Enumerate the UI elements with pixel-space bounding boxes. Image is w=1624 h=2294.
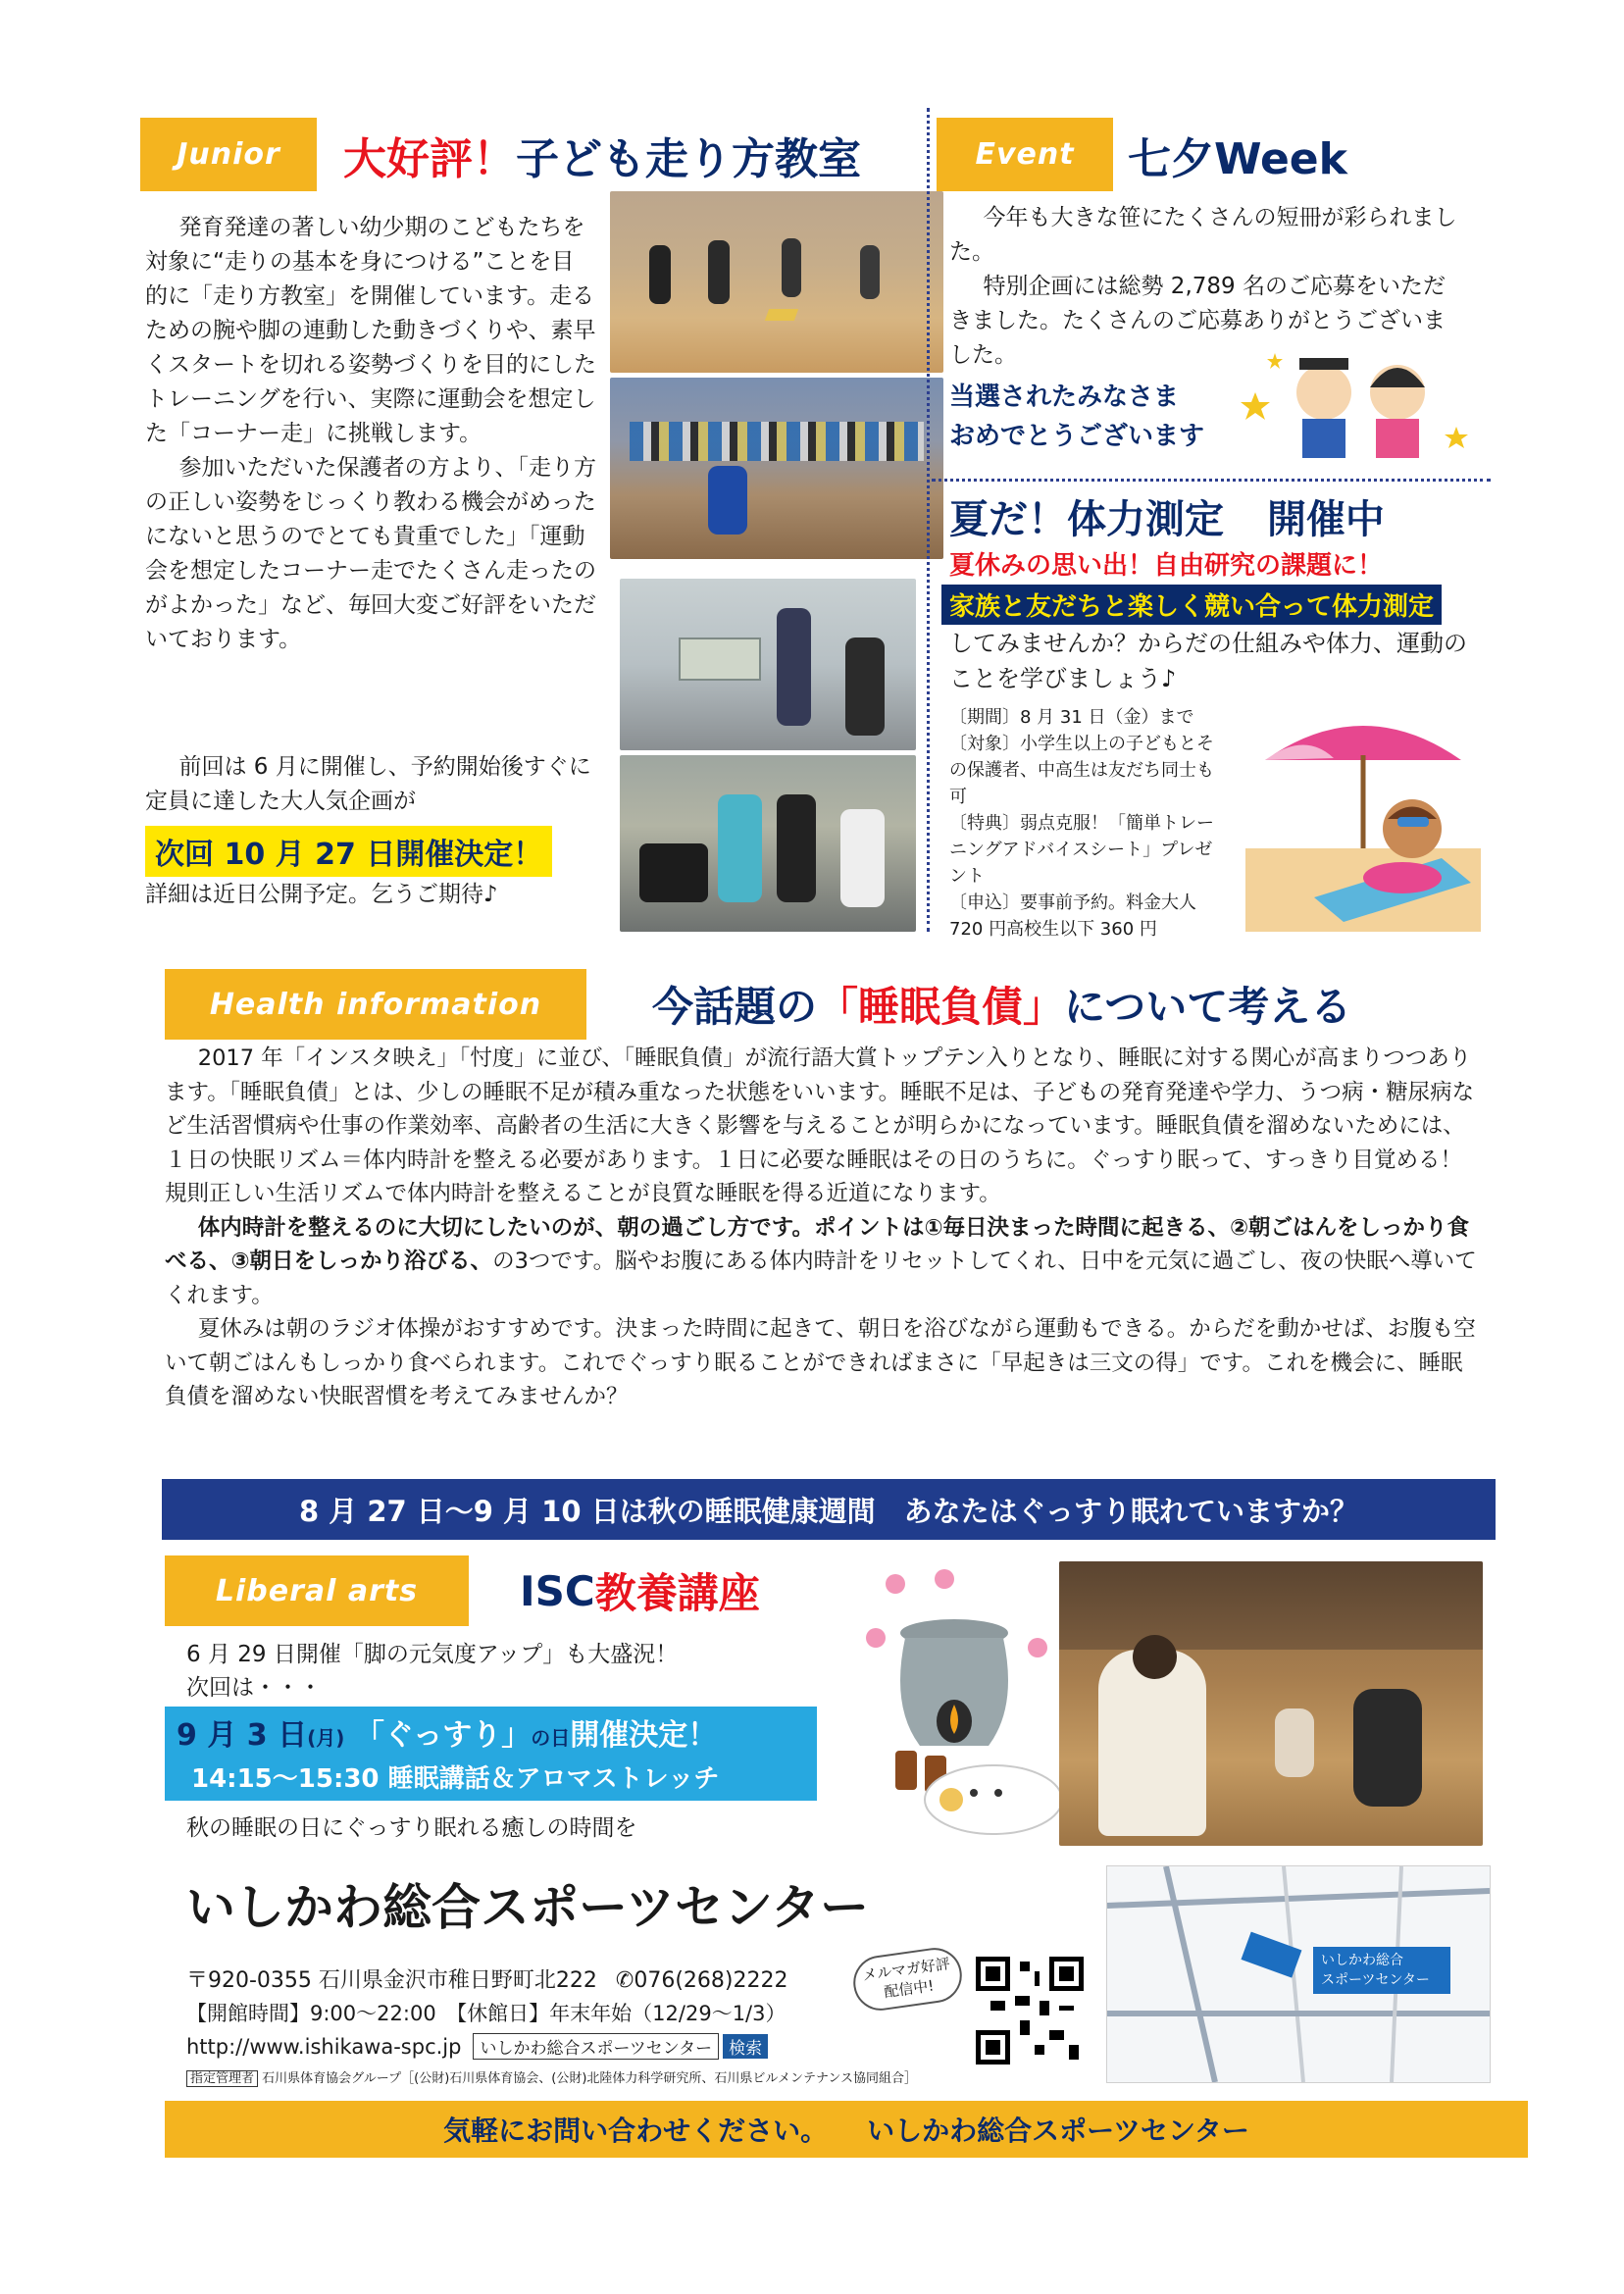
event-tag: Event — [937, 118, 1113, 191]
fitness-photo-2 — [620, 755, 916, 932]
footer-hours: 【開館時間】9:00～22:00 【休館日】年末年始（12/29～1/3） — [186, 2002, 787, 2025]
contact-band — [165, 2101, 1528, 2158]
footer-url[interactable]: http://www.ishikawa-spc.jp — [186, 2034, 462, 2059]
junior-details: 詳細は近日公開予定。乞うご期待♪ — [145, 882, 498, 907]
health-p3: 夏休みは朝のラジオ体操がおすすめです。決まった時間に起きて、朝日を浴びながら運動もできる。からだを動かせば、お腹も空いて朝ごはんもしっかり食べられます。これでぐっすり眠ることができればまさに「早起きは三文の得」です。これを機会に、睡眠負債を溜めない快眠習慣を考えてみませんか？ — [165, 1316, 1476, 1409]
footer-name: いしかわ総合スポーツセンター — [186, 1879, 869, 1936]
vertical-divider — [927, 108, 930, 932]
fitness-desc: してみませんか？からだの仕組みや体力、運動のことを学びましょう♪ — [949, 630, 1467, 692]
event-line1: 今年も大きな笹にたくさんの短冊が彩られました。 — [949, 205, 1457, 265]
footer-url-line — [186, 2033, 768, 2060]
liberal-closing: 秋の睡眠の日にぐっすり眠れる癒しの時間を — [186, 1815, 637, 1841]
health-p2-rest: の3つです。脳やお腹にある体内時計をリセットしてくれ、日中を元気に過ごし、夜の快眠へ導いてくれます。 — [165, 1249, 1477, 1308]
health-title-red: 「睡眠負債」 — [817, 983, 1065, 1031]
junior-title — [343, 118, 861, 191]
map-label — [1321, 1951, 1430, 1990]
event-congrats2: おめでとうございます — [949, 422, 1205, 451]
junior-next-date: 次回 10 月 27 日開催決定！ — [145, 826, 552, 877]
footer-search-box[interactable]: いしかわ総合スポーツセンター — [473, 2033, 719, 2060]
event-congrats — [949, 378, 1204, 456]
qr-code[interactable] — [976, 1957, 1084, 2065]
access-map[interactable] — [1106, 1865, 1491, 2083]
event-fitness-divider — [932, 479, 1491, 482]
footer-address: 〒920-0355 石川県金沢市稚日野町北222 — [186, 1968, 597, 1993]
health-p1: 2017 年「インスタ映え」「忖度」に並び、「睡眠負債」が流行語大賞トップテン入りとなり、睡眠に対する関心が高まりつつあります。「睡眠負債」とは、少しの睡眠不足が積み重なった状態をいいます。睡眠不足は、子どもの発育発達や学力、うつ病・糖尿病など生活習慣病や仕事の作業効率、高齢者の生活に大きく影響を与えることが明らかになっています。睡眠負債を溜めないためには、１日の快眠リズム＝体内時計を整える必要があります。１日に必要な睡眠はその日のうちに。ぐっすり眠って、すっきり目覚める！規則正しい生活リズムで体内時計を整えることが良質な睡眠を得る近道になります。 — [165, 1045, 1475, 1206]
footer-operator-text: 石川県体育協会グループ［(公財)石川県体育協会、(公財)北陸体力科学研究所、石川県ビルメンテナンス協同組合］ — [262, 2071, 917, 2086]
phone-icon: ✆ — [615, 1968, 634, 1993]
liberal-tag: Liberal arts — [165, 1555, 469, 1626]
fitness-title-b: 開催中 — [1266, 497, 1385, 542]
fitness-title-a: 夏だ！体力測定 — [949, 497, 1224, 542]
liberal-line1: 6 月 29 日開催「脚の元気度アップ」も大盛況！ — [186, 1642, 679, 1667]
mailmag-bubble: メルマガ好評配信中! — [850, 1945, 966, 2014]
contact-b: いしかわ総合スポーツセンター — [867, 2115, 1249, 2147]
health-body — [165, 1042, 1479, 1414]
health-p2 — [165, 1211, 1479, 1313]
fitness-sub-band: 家族と友だちと楽しく競い合って体力測定 — [941, 585, 1442, 625]
running-class-photo-2 — [610, 378, 943, 559]
liberal-time: 14:15～15:30 睡眠講話＆アロマストレッチ — [191, 1764, 720, 1794]
map-label1: いしかわ総合 — [1321, 1953, 1403, 1968]
health-title-post: について考える — [1064, 983, 1352, 1031]
health-title-pre: 今話題の — [652, 983, 818, 1031]
footer-search-button[interactable]: 検索 — [723, 2034, 768, 2059]
yoga-class-photo — [1059, 1561, 1483, 1846]
fitness-perk: 〔特典〕弱点克服！「簡単トレーニングアドバイスシート」プレゼント — [949, 813, 1214, 887]
junior-title-blue: 子ども走り方教室 — [516, 133, 861, 184]
junior-tag: Junior — [140, 118, 317, 191]
liberal-date-line — [177, 1710, 717, 1754]
tanabata-illustration — [1236, 338, 1481, 466]
junior-body — [145, 211, 596, 657]
liberal-title-a: ISC — [520, 1566, 595, 1615]
footer-operator — [186, 2067, 917, 2086]
event-line2: 特別企画には総勢 2,789 名のご応募をいただきました。たくさんのご応募ありがとうございました。 — [949, 274, 1446, 368]
event-congrats1: 当選されたみなさま — [949, 382, 1180, 412]
fitness-period: 〔期間〕8 月 31 日（金）まで — [949, 707, 1194, 728]
junior-para3: 前回は 6 月に開催し、予約開始後すぐに定員に達した大人気企画が — [145, 754, 591, 814]
fitness-apply: 〔申込〕要事前予約。料金大人 720 円高校生以下 360 円 — [949, 892, 1196, 940]
contact-a: 気軽にお問い合わせください。 — [443, 2115, 829, 2147]
sleep-week-band: 8 月 27 日～9 月 10 日は秋の睡眠健康週間 あなたはぐっすり眠れていますか？ — [162, 1479, 1496, 1540]
liberal-title — [520, 1555, 760, 1626]
junior-para2: 参加いただいた保護者の方より、「走り方の正しい姿勢をじっくり教わる機会がめったにないと思うのでとても貴重でした」「運動会を想定したコーナー走でたくさん走ったのがよかった」など、毎回大変ご好評をいただいております。 — [145, 455, 596, 652]
liberal-title-b: 教養講座 — [594, 1569, 760, 1617]
fitness-title — [949, 488, 1385, 544]
map-label2: スポーツセンター — [1321, 1972, 1430, 1988]
junior-para1: 発育発達の著しい幼少期のこどもたちを対象に“走りの基本を身につける”ことを目的に「走り方教室」を開催しています。走るための腕や脚の連動した動きづくりや、素早くスタートを切れる姿勢づくりを目的にしたトレーニングを行い、実際に運動会を想定した「コーナー走」に挑戦します。 — [145, 215, 596, 446]
footer-address-line — [186, 1963, 787, 1994]
liberal-date-d: の日 — [531, 1726, 571, 1750]
liberal-date-a: 9 月 3 日 — [177, 1718, 308, 1753]
aroma-illustration — [851, 1559, 1067, 1844]
health-title — [652, 969, 1351, 1040]
fitness-target: 〔対象〕小学生以上の子どもとその保護者、中高生は友だち同士も可 — [949, 734, 1214, 807]
fitness-photo-1 — [620, 579, 916, 750]
liberal-date-c: 「ぐっすり」 — [354, 1718, 532, 1753]
liberal-date-b: (月) — [307, 1726, 345, 1750]
event-title: 七夕Week — [1128, 133, 1347, 184]
footer-operator-label: 指定管理者 — [186, 2070, 258, 2087]
liberal-date-e: 開催決定！ — [570, 1718, 718, 1753]
health-tag: Health information — [165, 969, 586, 1040]
junior-title-red: 大好評！ — [343, 133, 516, 184]
liberal-text — [186, 1638, 678, 1705]
fitness-sub-red: 夏休みの思い出！自由研究の課題に！ — [949, 551, 1384, 581]
liberal-line2: 次回は・・・ — [186, 1675, 322, 1701]
beach-illustration — [1245, 701, 1481, 932]
running-class-photo-1 — [610, 191, 943, 373]
fitness-details — [949, 704, 1219, 943]
footer-phone: 076(268)2222 — [634, 1968, 788, 1993]
health-p2-bold: 体内時計を整えるのに大切にしたいのが、朝の過ごし方です。ポイントは①毎日決まった時間に起きる、②朝ごはんをしっかり食べる、③朝日をしっかり浴びる、 — [165, 1214, 1470, 1274]
